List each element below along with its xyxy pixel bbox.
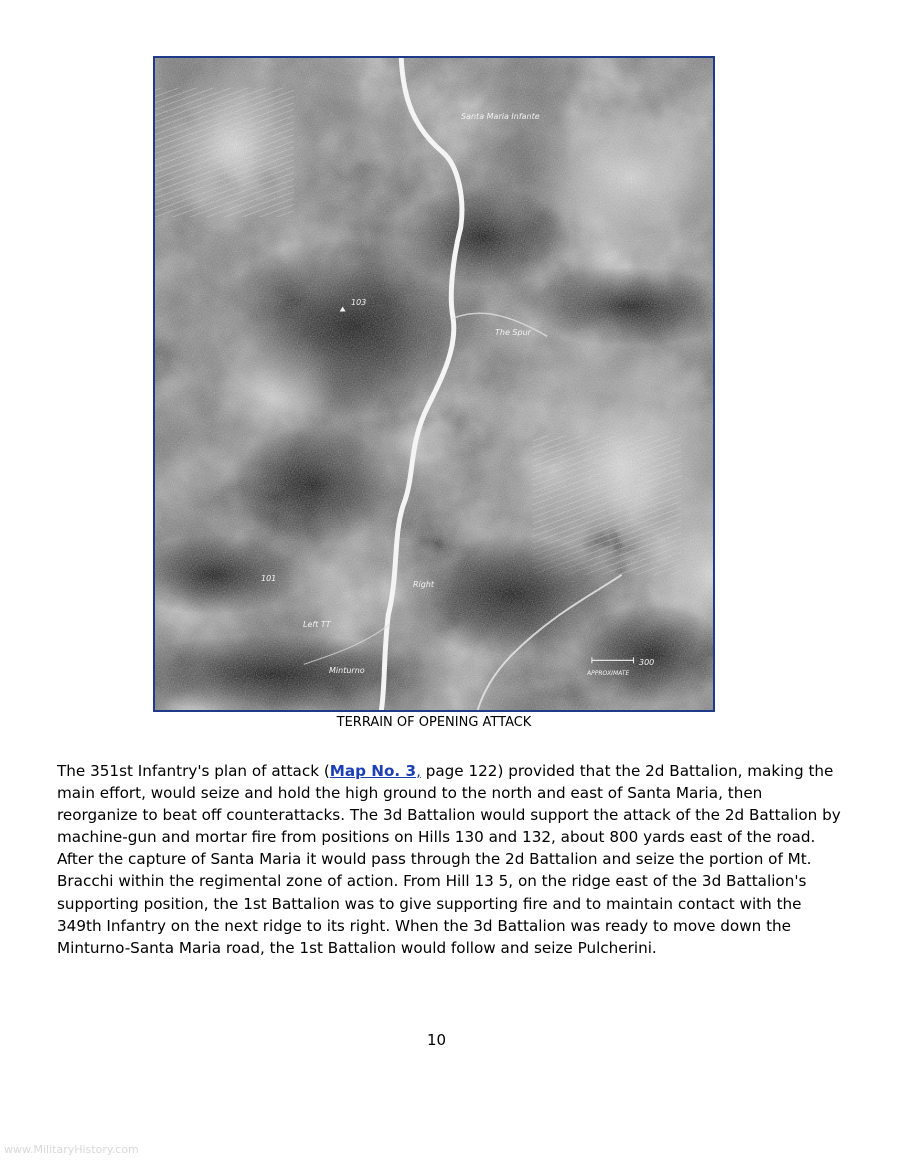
map-link-suffix[interactable]: , bbox=[416, 762, 421, 780]
label-the-spur: The Spur bbox=[495, 328, 531, 337]
label-scale-unit: APPROXIMATE bbox=[587, 670, 630, 677]
aerial-terrain-image bbox=[155, 58, 713, 710]
label-right: Right bbox=[413, 580, 435, 589]
paragraph-text-before-link: The 351st Infantry's plan of attack ( bbox=[57, 762, 330, 780]
label-minturno: Minturno bbox=[329, 666, 365, 675]
label-hill-103: 103 bbox=[351, 298, 367, 307]
body-paragraph bbox=[57, 760, 847, 959]
page-number: 10 bbox=[426, 1031, 447, 1049]
aerial-photograph bbox=[153, 56, 715, 712]
label-hill-101: 101 bbox=[261, 574, 277, 583]
label-left: Left TT bbox=[303, 620, 331, 629]
label-santa-maria-infante: Santa Maria Infante bbox=[461, 112, 540, 121]
map-link[interactable]: Map No. 3 bbox=[329, 762, 417, 780]
label-scale-value: 300 bbox=[639, 658, 655, 667]
figure-caption: TERRAIN OF OPENING ATTACK bbox=[336, 715, 532, 730]
watermark-text: www.MilitaryHistory.com bbox=[4, 1143, 139, 1156]
paragraph-text-after-link: page 122) provided that the 2d Battalion, making the main effort, would seize and hold the high ground to the north and east of Santa Maria, then reorganize to beat off counterattacks. The 3d Battalion would support the attack of the 2d Battalion by machine-gun and mortar fire from positions on Hills 130 and 132, about 800 yards east of the road. After the capture of Santa Maria it would pass through the 2d Battalion and seize the portion of Mt. Bracchi within the regimental zone of action. From Hill 13 5, on the ridge east of the 3d Battalion's supporting position, the 1st Battalion was to give supporting fire and to maintain contact with the 349th Infantry on the next ridge to its right. When the 3d Battalion was ready to move down the Minturno-Santa Maria road, the 1st Battalion would follow and seize Pulcherini. bbox=[57, 762, 841, 957]
